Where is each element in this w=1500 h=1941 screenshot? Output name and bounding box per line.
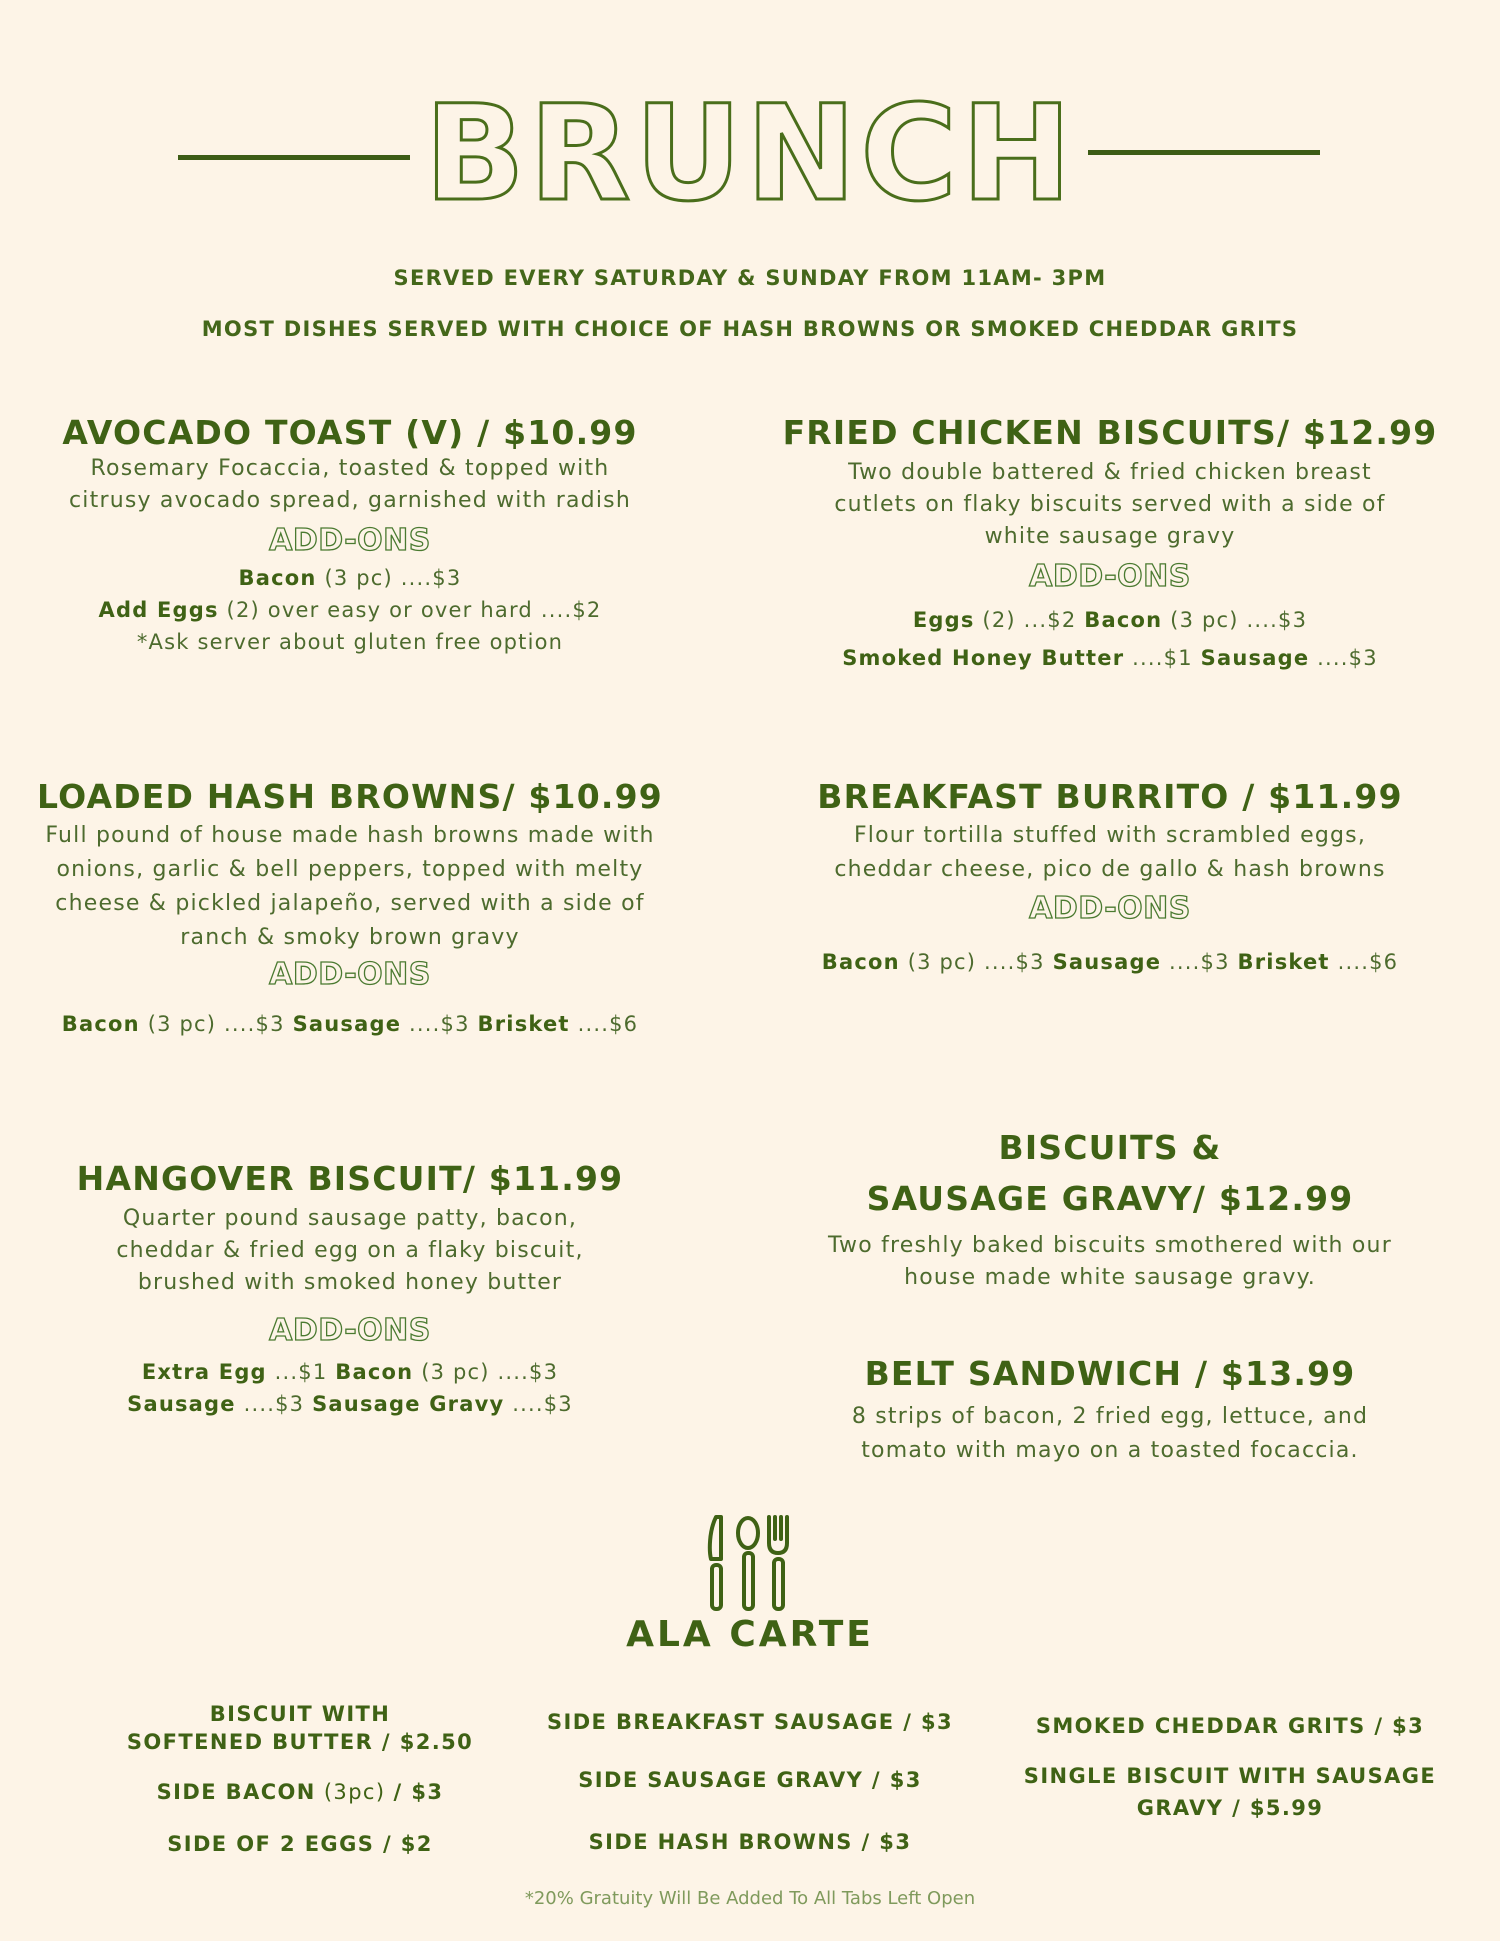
addon-name: Eggs — [912, 608, 975, 633]
item-description: 8 strips of bacon, 2 fried egg, lettuce, and — [851, 1404, 1369, 1430]
item-title: BISCUITS & — [998, 1128, 1222, 1167]
addon-price: ....$6 — [569, 1012, 639, 1037]
addon-line — [20, 1008, 680, 1040]
item-description: Full pound of house made hash browns made with — [45, 823, 655, 849]
item-title: SAUSAGE GRAVY/ $12.99 — [866, 1179, 1354, 1218]
addons-heading: ADD-ONS — [1029, 559, 1191, 595]
addon-line — [745, 604, 1475, 636]
menu-item-biscuits-sausage-gravy — [745, 1122, 1475, 1294]
addon-name: Bacon — [238, 566, 317, 591]
side-item: SIDE HASH BROWNS / $3 — [588, 1830, 912, 1854]
side-item — [100, 1778, 500, 1806]
ala-carte-column-3 — [1010, 1712, 1450, 1822]
addon-price: ....$3 — [401, 1012, 478, 1037]
addon-price: (3 pc) ....$3 — [899, 950, 1053, 975]
menu-item-fried-chicken-biscuits — [745, 412, 1475, 674]
item-description: onions, garlic & bell peppers, topped with melty — [56, 857, 644, 883]
item-title: FRIED CHICKEN BISCUITS/ $12.99 — [782, 413, 1438, 452]
side-item: SIDE SAUSAGE GRAVY / $3 — [578, 1768, 922, 1792]
addon-price: (3 pc) ....$3 — [1162, 608, 1308, 633]
item-description: Rosemary Focaccia, toasted & topped with — [90, 456, 610, 482]
addon-price: ....$1 — [1124, 646, 1201, 671]
service-hours: SERVED EVERY SATURDAY & SUNDAY FROM 11AM- 3PM — [393, 266, 1107, 290]
item-description: cheese & pickled jalapeño, served with a side of — [55, 891, 645, 917]
item-title: AVOCADO TOAST (V) / $10.99 — [62, 413, 638, 452]
ala-carte-column-2 — [520, 1708, 980, 1856]
addon-line — [30, 594, 670, 626]
item-description: house made white sausage gravy. — [904, 1265, 1316, 1290]
page-title: BRUNCH — [424, 77, 1076, 231]
item-description: cutlets on flaky biscuits served with a side of — [834, 492, 1386, 518]
item-description: Flour tortilla stuffed with scrambled eggs, — [853, 823, 1367, 849]
item-description: brushed with smoked honey butter — [137, 1270, 563, 1296]
addon-line — [30, 562, 670, 594]
item-title: LOADED HASH BROWNS/ $10.99 — [37, 777, 663, 816]
side-item-name: SIDE BACON — [156, 1780, 316, 1804]
ala-carte-title: ALA CARTE — [626, 1614, 874, 1655]
addon-name: Sausage — [292, 1012, 402, 1037]
addon-name: Sausage — [127, 1392, 236, 1417]
item-description: white sausage gravy — [984, 524, 1236, 550]
addon-name: Sausage Gravy — [312, 1392, 505, 1417]
addon-price: ....$3 — [504, 1392, 573, 1417]
addon-price: (3 pc) ....$3 — [139, 1012, 293, 1037]
addon-name: Brisket — [1237, 950, 1330, 975]
addon-price: ....$3 — [1161, 950, 1238, 975]
side-item: SIDE BREAKFAST SAUSAGE / $3 — [546, 1710, 954, 1734]
item-description: ranch & smoky brown gravy — [180, 925, 520, 951]
item-title: BELT SANDWICH / $13.99 — [864, 1354, 1356, 1393]
item-description: tomato with mayo on a toasted focaccia. — [861, 1438, 1359, 1464]
addon-line — [745, 946, 1475, 978]
addons-heading: ADD-ONS — [269, 1313, 431, 1349]
item-description: Quarter pound sausage patty, bacon, — [122, 1206, 578, 1232]
addon-price: (3 pc) ....$3 — [316, 566, 462, 591]
addon-line — [30, 1388, 670, 1420]
addon-name: Sausage — [1052, 950, 1162, 975]
ala-carte-column-1 — [100, 1700, 500, 1858]
addon-name: Bacon — [61, 1012, 140, 1037]
addon-price: ...$1 — [266, 1360, 336, 1385]
addon-name: Smoked Honey Butter — [842, 646, 1125, 671]
addons-heading: ADD-ONS — [1029, 891, 1191, 927]
side-item-price: / $3 — [393, 1780, 444, 1804]
item-description: Two freshly baked biscuits smothered with our — [828, 1233, 1392, 1258]
addon-name: Bacon — [335, 1360, 414, 1385]
item-description: cheddar & fried egg on a flaky biscuit, — [116, 1238, 584, 1264]
item-description: Two double battered & fried chicken breast — [848, 460, 1372, 486]
item-title: BREAKFAST BURRITO / $11.99 — [817, 777, 1403, 816]
side-item: SOFTENED BUTTER / $2.50 — [126, 1730, 474, 1754]
side-item: SIDE OF 2 EGGS / $2 — [167, 1832, 433, 1856]
addons-heading: ADD-ONS — [269, 957, 431, 993]
side-item: BISCUIT WITH — [209, 1702, 391, 1726]
menu-item-belt-sandwich — [745, 1353, 1475, 1468]
addon-price: ....$6 — [1329, 950, 1399, 975]
utensils-icon — [705, 1513, 793, 1613]
item-description: cheddar cheese, pico de gallo & hash browns — [834, 857, 1386, 883]
addon-price: ....$3 — [1309, 646, 1378, 671]
addon-line — [745, 642, 1475, 674]
menu-item-loaded-hash-browns — [20, 776, 680, 1040]
menu-item-avocado-toast — [30, 412, 670, 658]
side-item: SINGLE BISCUIT WITH SAUSAGE — [1023, 1764, 1437, 1788]
addon-name: Extra Egg — [141, 1360, 267, 1385]
addon-name: Bacon — [821, 950, 900, 975]
side-item: SMOKED CHEDDAR GRITS / $3 — [1035, 1714, 1425, 1738]
addon-line — [30, 1356, 670, 1388]
item-title: HANGOVER BISCUIT/ $11.99 — [76, 1159, 624, 1198]
menu-item-hangover-biscuit — [30, 1158, 670, 1420]
addon-price: (2) over easy or over hard ....$2 — [218, 598, 602, 623]
sides-note: MOST DISHES SERVED WITH CHOICE OF HASH BROWNS OR SMOKED CHEDDAR GRITS — [201, 317, 1299, 341]
addon-name: Sausage — [1200, 646, 1310, 671]
addon-name: Bacon — [1084, 608, 1163, 633]
addons-heading: ADD-ONS — [269, 523, 431, 559]
gluten-free-note: *Ask server about gluten free option — [136, 630, 564, 655]
side-item-detail: (3pc) — [315, 1780, 394, 1804]
side-item: GRAVY / $5.99 — [1136, 1796, 1324, 1820]
addon-name: Brisket — [477, 1012, 570, 1037]
gratuity-footnote: *20% Gratuity Will Be Added To All Tabs Left Open — [524, 1888, 976, 1909]
addon-price: (3 pc) ....$3 — [413, 1360, 559, 1385]
addon-price: (2) ...$2 — [974, 608, 1085, 633]
menu-item-breakfast-burrito — [745, 776, 1475, 978]
addon-name: Add Eggs — [98, 598, 219, 623]
item-description: citrusy avocado spread, garnished with radish — [69, 488, 631, 514]
addon-price: ....$3 — [235, 1392, 313, 1417]
